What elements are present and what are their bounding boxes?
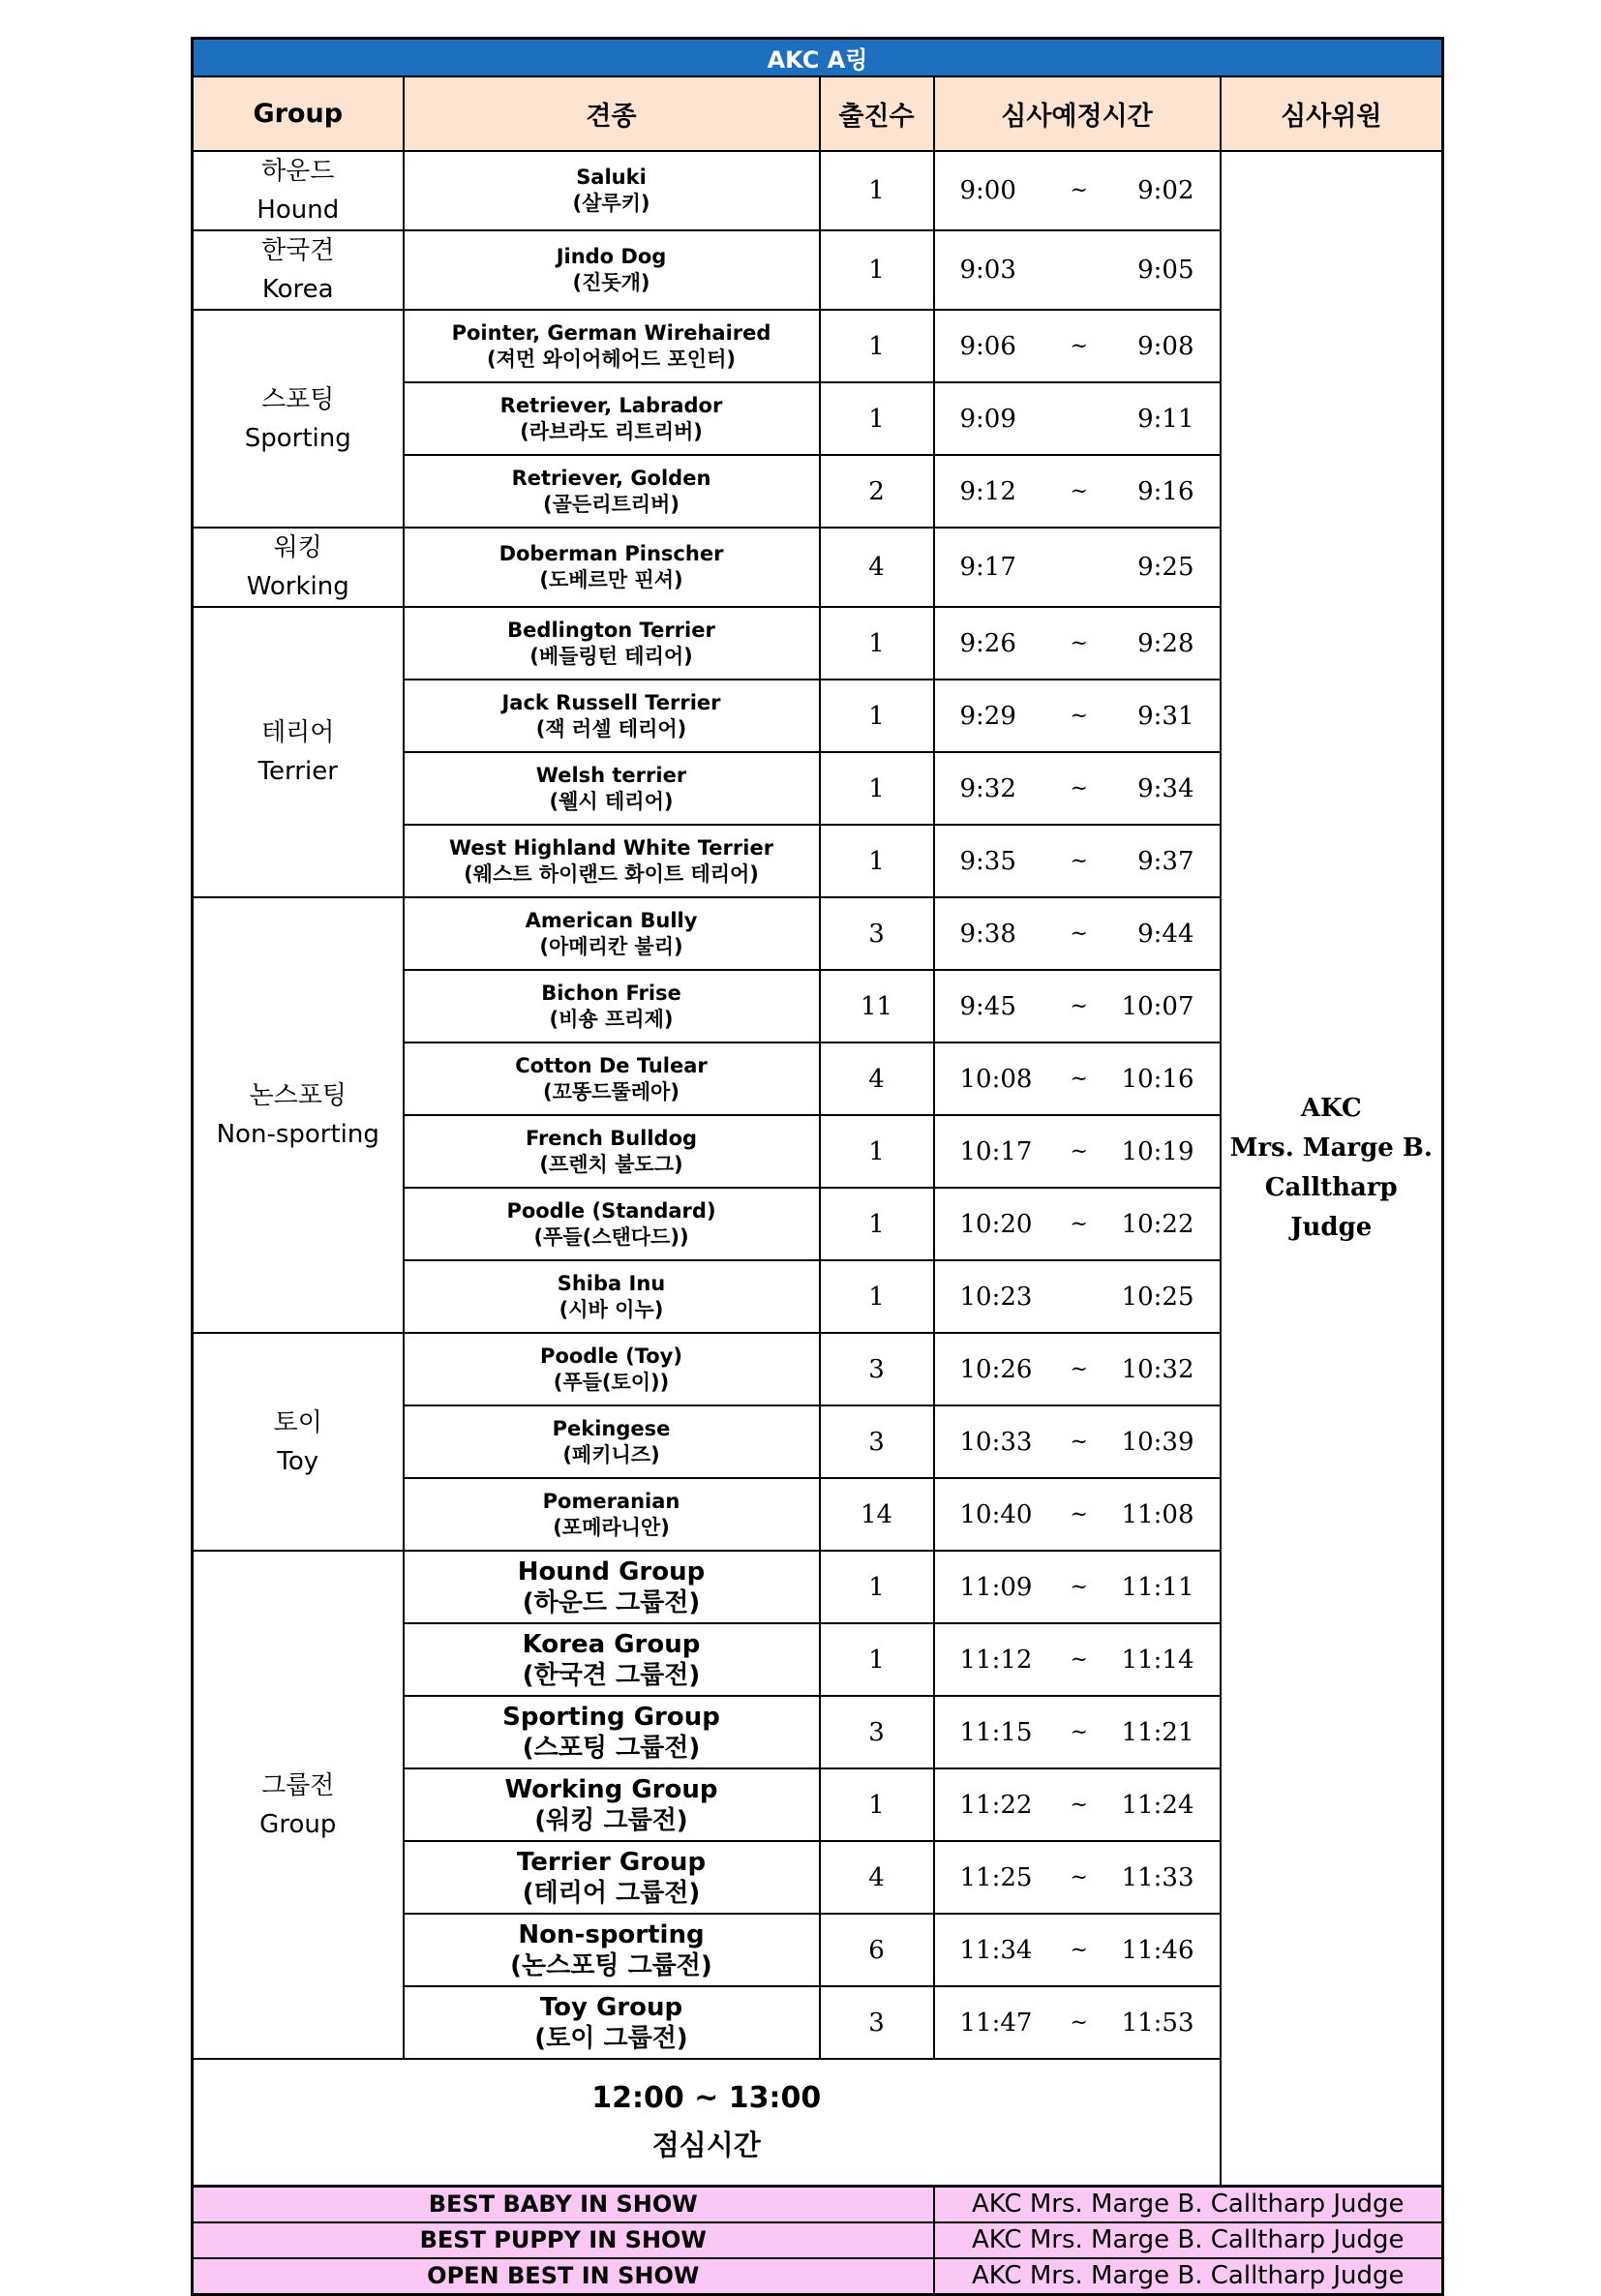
time-cell: 11:15 ~ 11:21 bbox=[934, 1696, 1221, 1768]
time-cell: 11:12 ~ 11:14 bbox=[934, 1623, 1221, 1696]
time-cell: 11:09 ~ 11:11 bbox=[934, 1551, 1221, 1623]
breed-cell: Terrier Group (테리어 그룹전) bbox=[404, 1841, 820, 1914]
time-cell: 9:35 ~ 9:37 bbox=[934, 825, 1221, 897]
time-cell: 9:12 ~ 9:16 bbox=[934, 455, 1221, 528]
breed-cell: Non-sporting (논스포팅 그룹전) bbox=[404, 1914, 820, 1986]
header-judge: 심사위원 bbox=[1221, 76, 1443, 151]
count-cell: 1 bbox=[820, 1768, 934, 1841]
group-cell-non-sporting: 논스포팅 Non-sporting bbox=[193, 897, 404, 1333]
breed-cell: Toy Group (토이 그룹전) bbox=[404, 1986, 820, 2059]
count-cell: 4 bbox=[820, 1042, 934, 1115]
best-baby-label: BEST BABY IN SHOW bbox=[193, 2186, 934, 2222]
time-cell: 10:23 10:25 bbox=[934, 1260, 1221, 1333]
time-cell: 9:09 9:11 bbox=[934, 382, 1221, 455]
best-puppy-label: BEST PUPPY IN SHOW bbox=[193, 2222, 934, 2258]
judge-cell: AKC Mrs. Marge B. Calltharp Judge bbox=[1221, 151, 1443, 2186]
time-cell: 9:45 ~ 10:07 bbox=[934, 970, 1221, 1042]
header-row bbox=[193, 76, 1443, 151]
breed-cell: American Bully (아메리칸 불리) bbox=[404, 897, 820, 970]
ring-title: AKC A링 bbox=[193, 39, 1443, 77]
time-cell: 11:22 ~ 11:24 bbox=[934, 1768, 1221, 1841]
best-baby-judge: AKC Mrs. Marge B. Calltharp Judge bbox=[934, 2186, 1443, 2222]
best-row bbox=[193, 2186, 1443, 2222]
breed-cell: Jack Russell Terrier (잭 러셀 테리어) bbox=[404, 680, 820, 752]
time-cell: 9:00 ~ 9:02 bbox=[934, 151, 1221, 230]
best-puppy-judge: AKC Mrs. Marge B. Calltharp Judge bbox=[934, 2222, 1443, 2258]
count-cell: 1 bbox=[820, 1115, 934, 1188]
time-cell: 9:06 ~ 9:08 bbox=[934, 310, 1221, 382]
count-cell: 1 bbox=[820, 1260, 934, 1333]
count-cell: 1 bbox=[820, 310, 934, 382]
group-cell-sporting: 스포팅 Sporting bbox=[193, 310, 404, 528]
time-cell: 10:26 ~ 10:32 bbox=[934, 1333, 1221, 1405]
lunch-label: 점심시간 bbox=[651, 2129, 761, 2162]
count-cell: 1 bbox=[820, 680, 934, 752]
schedule-table bbox=[191, 37, 1444, 2296]
breed-cell: French Bulldog (프렌치 불도그) bbox=[404, 1115, 820, 1188]
time-cell: 10:20 ~ 10:22 bbox=[934, 1188, 1221, 1260]
breed-cell: Pekingese (페키니즈) bbox=[404, 1405, 820, 1478]
count-cell: 6 bbox=[820, 1914, 934, 1986]
count-cell: 3 bbox=[820, 1333, 934, 1405]
time-cell: 10:33 ~ 10:39 bbox=[934, 1405, 1221, 1478]
count-cell: 1 bbox=[820, 1623, 934, 1696]
lunch-time: 12:00 ~ 13:00 bbox=[591, 2081, 822, 2116]
count-cell: 1 bbox=[820, 607, 934, 680]
count-cell: 14 bbox=[820, 1478, 934, 1551]
count-cell: 1 bbox=[820, 1188, 934, 1260]
title-row bbox=[193, 39, 1443, 77]
breed-cell: Jindo Dog (진돗개) bbox=[404, 230, 820, 310]
breed-cell: Pointer, German Wirehaired (져먼 와이어헤어드 포인터) bbox=[404, 310, 820, 382]
time-cell: 11:34 ~ 11:46 bbox=[934, 1914, 1221, 1986]
group-cell-working: 워킹 Working bbox=[193, 528, 404, 607]
best-row bbox=[193, 2222, 1443, 2258]
time-cell: 9:38 ~ 9:44 bbox=[934, 897, 1221, 970]
breed-cell: Cotton De Tulear (꼬똥드뚤레아) bbox=[404, 1042, 820, 1115]
best-row bbox=[193, 2258, 1443, 2295]
breed-cell: Saluki (살루키) bbox=[404, 151, 820, 230]
header-breed: 견종 bbox=[404, 76, 820, 151]
breed-cell: Retriever, Golden (골든리트리버) bbox=[404, 455, 820, 528]
table-row bbox=[193, 151, 1443, 230]
open-best-judge: AKC Mrs. Marge B. Calltharp Judge bbox=[934, 2258, 1443, 2295]
breed-cell: Doberman Pinscher (도베르만 핀셔) bbox=[404, 528, 820, 607]
header-group: Group bbox=[193, 76, 404, 151]
count-cell: 1 bbox=[820, 752, 934, 825]
count-cell: 1 bbox=[820, 230, 934, 310]
header-time: 심사예정시간 bbox=[934, 76, 1221, 151]
breed-cell: Korea Group (한국견 그룹전) bbox=[404, 1623, 820, 1696]
count-cell: 3 bbox=[820, 1405, 934, 1478]
header-count: 출진수 bbox=[820, 76, 934, 151]
breed-cell: Welsh terrier (웰시 테리어) bbox=[404, 752, 820, 825]
count-cell: 4 bbox=[820, 528, 934, 607]
breed-cell: Poodle (Toy) (푸들(토이)) bbox=[404, 1333, 820, 1405]
count-cell: 3 bbox=[820, 1986, 934, 2059]
group-cell-hound: 하운드 Hound bbox=[193, 151, 404, 230]
count-cell: 4 bbox=[820, 1841, 934, 1914]
group-cell-group: 그룹전 Group bbox=[193, 1551, 404, 2059]
breed-cell: Poodle (Standard) (푸들(스탠다드)) bbox=[404, 1188, 820, 1260]
count-cell: 2 bbox=[820, 455, 934, 528]
time-cell: 9:32 ~ 9:34 bbox=[934, 752, 1221, 825]
time-cell: 10:08 ~ 10:16 bbox=[934, 1042, 1221, 1115]
breed-cell: Hound Group (하운드 그룹전) bbox=[404, 1551, 820, 1623]
breed-cell: Working Group (워킹 그룹전) bbox=[404, 1768, 820, 1841]
breed-cell: West Highland White Terrier (웨스트 하이랜드 화이트 테리어) bbox=[404, 825, 820, 897]
count-cell: 1 bbox=[820, 382, 934, 455]
breed-cell: Retriever, Labrador (라브라도 리트리버) bbox=[404, 382, 820, 455]
count-cell: 11 bbox=[820, 970, 934, 1042]
breed-cell: Pomeranian (포메라니안) bbox=[404, 1478, 820, 1551]
breed-cell: Sporting Group (스포팅 그룹전) bbox=[404, 1696, 820, 1768]
breed-cell: Shiba Inu (시바 이누) bbox=[404, 1260, 820, 1333]
count-cell: 1 bbox=[820, 151, 934, 230]
time-cell: 11:47 ~ 11:53 bbox=[934, 1986, 1221, 2059]
group-cell-toy: 토이 Toy bbox=[193, 1333, 404, 1551]
time-cell: 9:26 ~ 9:28 bbox=[934, 607, 1221, 680]
count-cell: 3 bbox=[820, 897, 934, 970]
count-cell: 1 bbox=[820, 825, 934, 897]
time-cell: 9:03 9:05 bbox=[934, 230, 1221, 310]
open-best-label: OPEN BEST IN SHOW bbox=[193, 2258, 934, 2295]
time-cell: 11:25 ~ 11:33 bbox=[934, 1841, 1221, 1914]
group-cell-terrier: 테리어 Terrier bbox=[193, 607, 404, 897]
count-cell: 3 bbox=[820, 1696, 934, 1768]
breed-cell: Bedlington Terrier (베들링턴 테리어) bbox=[404, 607, 820, 680]
lunch-cell bbox=[193, 2059, 1221, 2186]
time-cell: 9:29 ~ 9:31 bbox=[934, 680, 1221, 752]
breed-cell: Bichon Frise (비숑 프리제) bbox=[404, 970, 820, 1042]
time-cell: 10:17 ~ 10:19 bbox=[934, 1115, 1221, 1188]
time-cell: 9:17 9:25 bbox=[934, 528, 1221, 607]
group-cell-korea: 한국견 Korea bbox=[193, 230, 404, 310]
time-cell: 10:40 ~ 11:08 bbox=[934, 1478, 1221, 1551]
count-cell: 1 bbox=[820, 1551, 934, 1623]
